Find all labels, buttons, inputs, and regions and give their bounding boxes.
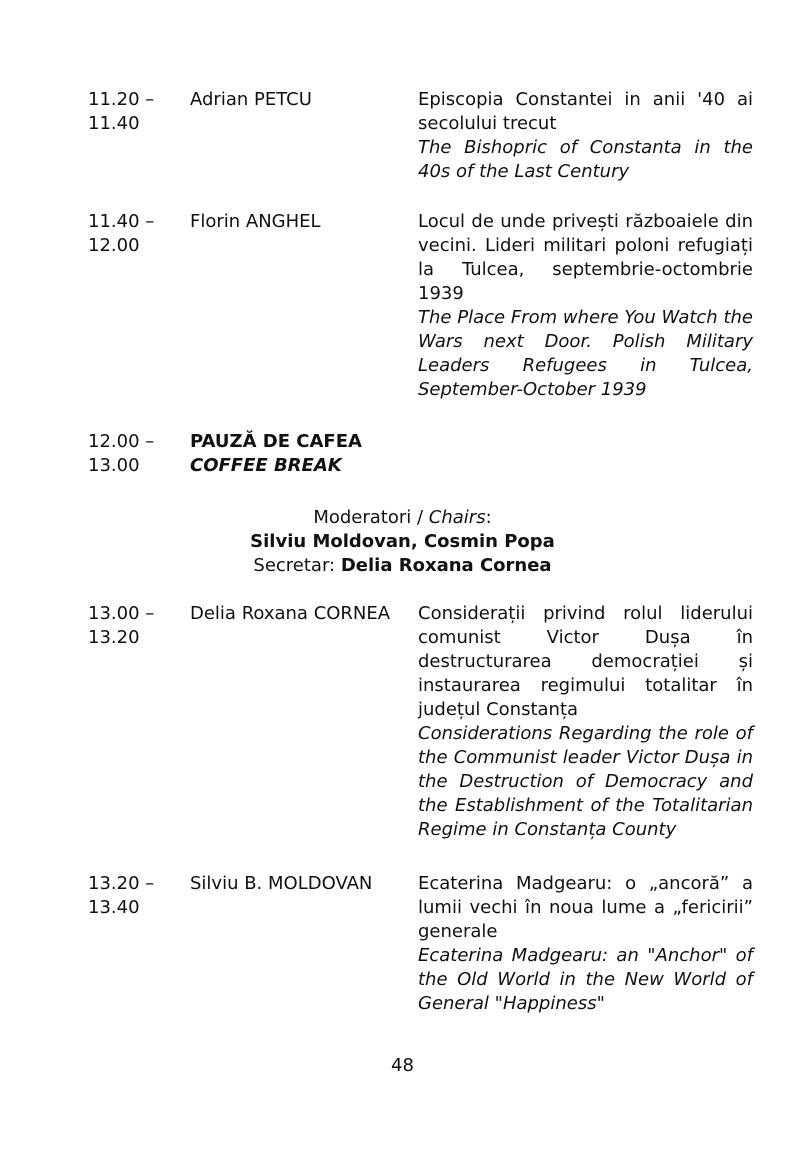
time-start: 11.40 – bbox=[88, 211, 155, 232]
coffee-break-english: COFFEE BREAK bbox=[190, 455, 342, 476]
time-end: 13.00 bbox=[88, 455, 140, 476]
time-start: 12.00 – bbox=[88, 431, 155, 452]
speaker-name: Silviu B. MOLDOVAN bbox=[190, 873, 373, 894]
speaker-name: Delia Roxana CORNEA bbox=[190, 603, 391, 624]
chairs-colon: : bbox=[485, 507, 492, 528]
time-slot bbox=[88, 602, 183, 650]
title-romanian: Episcopia Constantei in anii '40 ai secolului trecut bbox=[418, 89, 753, 134]
page-number: 48 bbox=[391, 1055, 414, 1076]
time-slot bbox=[88, 430, 183, 478]
coffee-break-romanian: PAUZĂ DE CAFEA bbox=[190, 431, 362, 452]
secretary-line bbox=[0, 554, 805, 578]
paper-title bbox=[418, 210, 753, 402]
time-start: 11.20 – bbox=[88, 89, 155, 110]
speaker-name: Florin ANGHEL bbox=[190, 211, 321, 232]
title-english: Ecaterina Madgearu: an "Anchor" of the Old World in the New World of General "Happiness" bbox=[418, 945, 753, 1014]
time-end: 11.40 bbox=[88, 113, 140, 134]
paper-title bbox=[418, 602, 753, 842]
time-start: 13.00 – bbox=[88, 603, 155, 624]
title-romanian: Locul de unde privești războaiele din vecini. Lideri militari poloni refugiați la Tulcea, septembrie-octombrie 1939 bbox=[418, 211, 753, 304]
moderators-label: Moderatori / bbox=[313, 507, 424, 528]
paper-title bbox=[418, 88, 753, 184]
time-end: 12.00 bbox=[88, 235, 140, 256]
moderators-names: Silviu Moldovan, Cosmin Popa bbox=[250, 531, 555, 552]
coffee-break-label bbox=[190, 430, 410, 478]
time-start: 13.20 – bbox=[88, 873, 155, 894]
time-end: 13.20 bbox=[88, 627, 140, 648]
session-chairs bbox=[0, 506, 805, 578]
paper-title bbox=[418, 872, 753, 1016]
title-english: The Bishopric of Constanta in the 40s of the Last Century bbox=[418, 137, 753, 182]
secretary-name: Delia Roxana Cornea bbox=[340, 555, 552, 576]
title-romanian: Considerații privind rolul liderului comunist Victor Dușa în destructurarea democrației și instaurarea regimului totalitar în județul Constanța bbox=[418, 603, 753, 720]
moderators-heading bbox=[0, 506, 805, 530]
time-slot bbox=[88, 88, 183, 136]
time-slot bbox=[88, 872, 183, 920]
time-slot bbox=[88, 210, 183, 258]
secretary-label: Secretar: bbox=[253, 555, 336, 576]
title-english: Considerations Regarding the role of the Communist leader Victor Dușa in the Destruction of Democracy and the Establishment of the Totalitarian Regime in Constanța County bbox=[418, 723, 753, 840]
chairs-label: Chairs bbox=[428, 507, 486, 528]
time-end: 13.40 bbox=[88, 897, 140, 918]
title-romanian: Ecaterina Madgearu: o „ancoră” a lumii vechi în noua lume a „fericirii” generale bbox=[418, 873, 753, 942]
title-english: The Place From where You Watch the Wars next Door. Polish Military Leaders Refugees in Tulcea, September-October 1939 bbox=[418, 307, 753, 400]
speaker-name: Adrian PETCU bbox=[190, 89, 312, 110]
